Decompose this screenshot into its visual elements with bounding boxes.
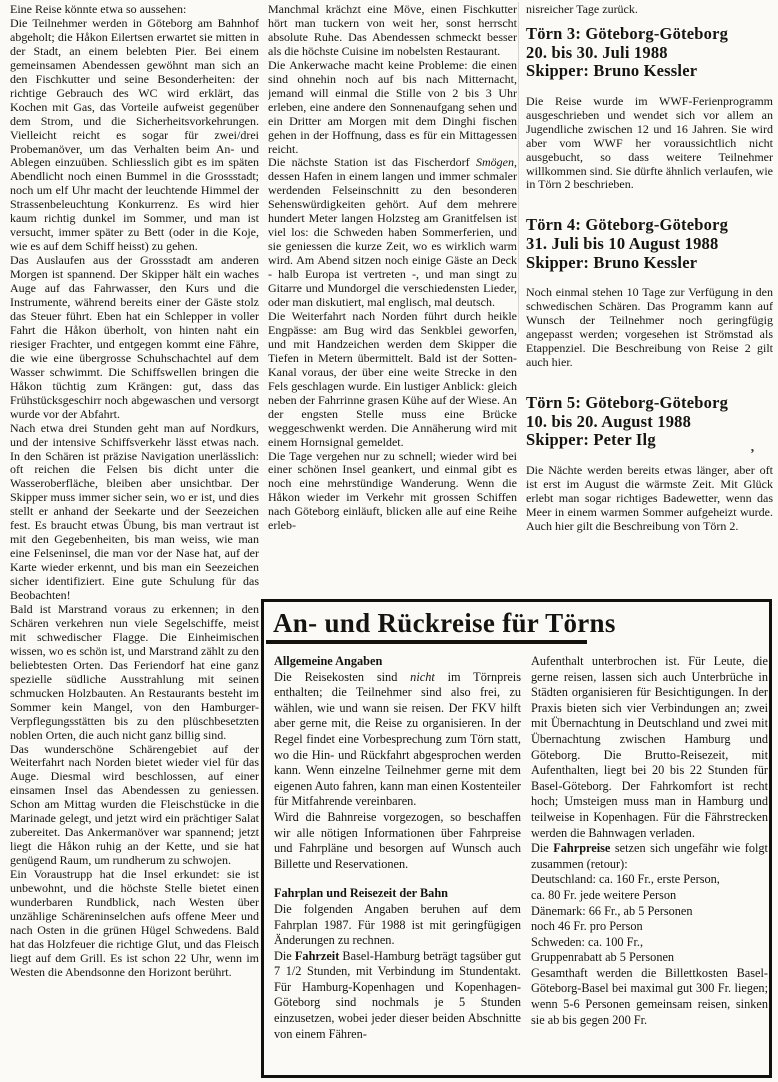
carryover-text: nisreicher Tage zurück. (526, 3, 638, 16)
torn-heading-line: Törn 5: Göteborg-Göteborg (526, 392, 729, 412)
torn-heading-line: 10. bis 20. August 1988 (526, 411, 692, 431)
paragraph: Gesamthaft werden die Billettkosten Basel-Göteborg-Basel bei maximal gut 300 Fr. liegen; wenn 5-6 Personen gemeinsam reisen, sinken sie ab bis gegen 200 Fr. (531, 965, 768, 1027)
paragraph: Aufenthalt unterbrochen ist. Für Leute, die gerne reisen, lassen sich auch Unterbrüche in Städten organisieren für Besichtigungen. In der Praxis bieten sich vier Verbindungen an; zwei mit Übernachtung in Deutschland und zwei mit Übernachtung zwischen Hamburg und Göteborg. Die Brutto-Reisezeit, mit Aufenthalten, liegt bei 20 bis 22 Stunden für Basel-Göteborg. Der Fahrkomfort ist recht hoch; Umsteigen muss man in Hamburg und teilweise in Kopenhagen. Für die Fährstrecken werden die Bahnwagen verladen. (531, 654, 768, 840)
torn-4-heading (526, 216, 773, 272)
paragraph: Die Tage vergehen nur zu schnell; wieder wird bei einer schönen Insel geankert, und einmal gibt es noch eine mehrstündige Wanderung. Wenn die Håkon wieder im Verkehr mit grossen Schiffen nach Göteborg einläuft, blicken alle auf eine Reihe erleb- (268, 448, 517, 533)
section-heading-allgemeine-angaben: Allgemeine Angaben (274, 654, 383, 668)
paragraph: Die Fahrzeit Basel-Hamburg beträgt tagsüber gut 7 1/2 Stunden, mit Verbindung im Stundentakt. Für Hamburg-Kopenhagen und Kopenhagen-Göteborg sind nochmals je 5 Stunden einzusetzen, wobei jeder dieser beiden Abschnitte von einem Fähren- (274, 948, 521, 1041)
paragraph: Noch einmal stehen 10 Tage zur Verfügung in den schwedischen Schären. Das Programm kann auf Wunsch der Teilnehmer noch geringfügig angepasst werden; vorgesehen ist Strömstad als Etappenziel. Die Beschreibung von Reise 2 gilt auch hier. (526, 285, 773, 369)
paragraph: Die folgenden Angaben beruhen auf dem Fahrplan 1987. Für 1988 ist mit geringfügigen Änderungen zu rechnen. (274, 901, 521, 948)
section-heading-fahrplan: Fahrplan und Reisezeit der Bahn (274, 886, 448, 901)
paragraph: Die Teilnehmer werden in Göteborg am Bahnhof abgeholt; die Håkon Eilertsen erwartet sie mitten in der Stadt, an einem belebten Pier. Bei einem gemeinsamen Abendessen gewöhnt man sich an den Fischkutter und seine Besonderheiten: der richtige Gebrauch des WC wird erklärt, das Kochen mit Gas, das Vorteile aufweist gegenüber dem Strom, und die Sicherheitsvorkehrungen. Vielleicht reicht es sogar für zwei/drei Probemanöver, um das Verhalten beim An- und Ablegen einzuüben. Schliesslich gibt es im späten Abendlicht noch einen Bummel in die Grossstadt; noch um elf Uhr macht der leuchtende Himmel der Strassenbeleuchtung Konkurrenz. Es wird hier kaum richtig dunkel im Sommer, und man ist versucht, immer später zu Bett (oder in die Koje, wie es auf dem Schiff heisst) zu gehen. (10, 15, 259, 254)
fare-line-schweden: Schweden: ca. 100 Fr., (531, 934, 644, 949)
paragraph: Eine Reise könnte etwa so aussehen: (10, 3, 187, 16)
torn-heading-line: Törn 4: Göteborg-Göteborg (526, 215, 729, 235)
paragraph: Die Weiterfahrt nach Norden führt durch heikle Engpässe: am Bug wird das Senkblei geworfen, und mit Handzeichen werden dem Skipper die Tiefen in Metern übermittelt. Bald ist der Sotten-Kanal voraus, der über eine weite Strecke in den Fels geschlagen wurde. Ein lustiger Anblick: gleich neben der Fahrrinne grasen Kühe auf der Wiese. An der engsten Stelle muss eine Brücke weggeschwenkt werden. Die Annäherung wird mit einem Hornsignal gemeldet. (268, 308, 517, 449)
torn-5-section (526, 394, 773, 534)
paragraph: Die Nächte werden bereits etwas länger, aber oft ist erst im August die wärmste Zeit. Mit Glück erlebt man sogar richtiges Badewetter, wenn das Meer in einem warmen Sommer aufgeheizt wurde. Auch hier gilt die Beschreibung von Törn 2. (526, 462, 773, 533)
fare-line-schweden-2: Gruppenrabatt ab 5 Personen (531, 950, 675, 965)
torn-heading-line: Törn 3: Göteborg-Göteborg (526, 23, 729, 43)
fare-line-deutschland: Deutschland: ca. 160 Fr., erste Person, (531, 872, 720, 887)
info-box-column-1 (274, 654, 521, 1072)
fare-line-daenemark-2: noch 46 Fr. pro Person (531, 919, 643, 934)
torn-heading-line: Skipper: Bruno Kessler (526, 61, 698, 81)
paragraph: Die Ankerwache macht keine Probleme: die einen sind ohnehin noch auf bis nach Mitternacht, jemand will einmal die Stille von 2 bis 3 Uhr erleben, eine andere den Sonnenaufgang sehen und ein Dritter am Morgen mit dem Dinghi fischen gehen in der Hoffnung, dass es für ein Mittagessen reicht. (268, 57, 517, 156)
paragraph: Ein Voraustrupp hat die Insel erkundet: sie ist unbewohnt, und die höchste Stelle bietet einen wunderbaren Rundblick, nach Westen über unzählige Schäreninselchen aufs offene Meer und nach Osten in die grünen Hügel Schwedens. Bald hat das Holzfeuer die richtige Glut, und das Fleisch liegt auf dem Grill. Es ist schon 22 Uhr, wenn im Westen die Abendsonne den Horizont berührt. (10, 867, 259, 979)
torn-heading-line: 20. bis 30. Juli 1988 (526, 42, 668, 62)
paragraph: Die Reise wurde im WWF-Ferienprogramm ausgeschrieben und wendet sich vor allem an Jugendliche zwischen 12 und 16 Jahren. Sie wird aber vom WWF her voraussichtlich nicht ausgebucht, so dass weitere Teilnehmer willkommen sind. Sie dürfte ähnlich verlaufen, wie in Törn 2 beschrieben. (526, 93, 773, 192)
info-box-title: An- und Rückreise für Törns (273, 608, 616, 638)
torn-3-heading (526, 25, 773, 81)
info-box-column-2 (531, 654, 768, 1072)
fare-line-daenemark: Dänemark: 66 Fr., ab 5 Personen (531, 903, 693, 918)
torn-heading-line: Skipper: Peter Ilg (526, 430, 656, 450)
paragraph: Wird die Bahnreise vorgezogen, so beschaffen wir alle nötigen Informationen über Fahrpreise und Fahrpläne und besorgen auf Wunsch auch Billette und Reservationen. (274, 809, 521, 871)
title-underline-rule (266, 640, 587, 644)
torn-5-heading (526, 394, 773, 450)
paragraph: Das Auslaufen aus der Grossstadt am anderen Morgen ist spannend. Der Skipper hält ein waches Auge auf das Fahrwasser, den Kurs und die Instrumente, während bereits einer der Gäste stolz das Steuer führt. Eben hat ein Schlepper in voller Fahrt die Håkon überholt, von hinten naht ein riesiger Frachter, und entgegen kommt eine Fähre, die wie eine übergrosse Schuhschachtel auf dem Wasser schwimmt. Die Schiffswellen bringen die Håkon tüchtig zum Krängen: gut, dass das Frühstücksgeschirr noch abgewaschen und versorgt wurde vor der Abfahrt. (10, 253, 259, 421)
torn-heading-line: Skipper: Bruno Kessler (526, 252, 698, 272)
paragraph: Manchmal krächzt eine Möve, einen Fischkutter hört man tuckern von weit her, sonst herrscht absolute Ruhe. Das Abendessen schmeckt besser als die höchste Cuisine im nobelsten Restaurant. (268, 3, 517, 58)
paragraph: Die nächste Station ist das Fischerdorf Smögen, dessen Hafen in einem langen und immer schmaler werdenden Felseinschnitt zu den besonderen Sehenswürdigkeiten gehört. Auf dem mehrere hundert Meter langen Holzsteg am Granitfelsen ist viel los: die Schweden haben Sommerferien, und sie geniessen die kurze Zeit, wo es wirklich warm wird. Am Abend sitzen noch einige Gäste an Deck - halb Europa ist vertreten -, und man singt zu Gitarre und Mundorgel die verschiedensten Lieder, oder man diskutiert, mal englisch, mal deutsch. (268, 155, 517, 310)
scan-artifact-line (518, 2, 519, 332)
paragraph: Bald ist Marstrand voraus zu erkennen; in den Schären verkehren nun viele Segelschiffe, meist mit schwedischer Flagge. Die Einheimischen wissen, wo es schön ist, und Marstrand zählt zu den beliebtesten Orten. Das Feriendorf hat eine ganz spezielle südliche Ausstrahlung mit seinen schmucken Holzbauten. An Restaurants besteht im Sommer kein Mangel, von den Hamburger-Verpflegungsstätten bis zu den plüschbesetzten noblen Orten, die auch nicht ganz billig sind. (10, 601, 259, 742)
fare-price-list (531, 872, 768, 966)
paragraph: Das wunderschöne Schärengebiet auf der Weiterfahrt nach Norden bietet wieder viel für das Auge. Diesmal wird beschlossen, auf einer einsamen Insel das Abendessen zu geniessen. Schon am Mittag wurden die Fleischstücke in die Marinade gelegt, und jetzt wird ein prächtiger Salat zubereitet. Das Ankermanöver war spannend; jetzt liegt die Håkon ruhig an der Kette, und sie hat genügend Raum, um rundherum zu schwojen. (10, 741, 259, 868)
article-column-3 (526, 3, 773, 595)
paragraph: Die Reisekosten sind nicht im Törnpreis enthalten; die Teilnehmer sind also frei, zu wählen, wie und wann sie reisen. Der FKV hilft aber gerne mit, die Reise zu organisieren. In der Regel findet eine Vorbesprechung zum Törn statt, wo die Hin- und Rückfahrt abgesprochen werden kann. Wenn einzelne Teilnehmer gerne mit dem eigenen Auto fahren, kann man einen Kostenteiler für Mitfahrende vereinbaren. (274, 669, 521, 809)
torn-4-section (526, 216, 773, 370)
paragraph: Nach etwa drei Stunden geht man auf Nordkurs, und der intensive Schiffsverkehr lässt etwas nach. In den Schären ist präzise Navigation unerlässlich: oft reichen die Felsen bis dicht unter die Wasseroberfläche, bleiben aber unsichtbar. Der Skipper muss immer sicher sein, wo er ist, und dies stellt er anhand der Seekarte und der Seezeichen fest. Es braucht etwas Übung, bis man vertraut ist mit den Gegebenheiten, bis man weiss, wie man eine Felseninsel, die man vor der Nase hat, auf der Karte wieder erkennt, und bis man ein Seezeichen sicher identifiziert. Eine gute Schulung für das Beobachten! (10, 420, 259, 603)
fare-line-deutschland-2: ca. 80 Fr. jede weitere Person (531, 887, 677, 902)
torn-heading-line: 31. Juli bis 10 August 1988 (526, 234, 719, 253)
scan-artifact-mark: ’ (750, 447, 755, 462)
travel-info-box (261, 599, 772, 1078)
article-column-2 (268, 3, 517, 595)
paragraph: Die Fahrpreise setzen sich ungefähr wie folgt zusammen (retour): (531, 841, 768, 871)
article-column-1 (10, 3, 259, 1080)
torn-3-section (526, 25, 773, 192)
